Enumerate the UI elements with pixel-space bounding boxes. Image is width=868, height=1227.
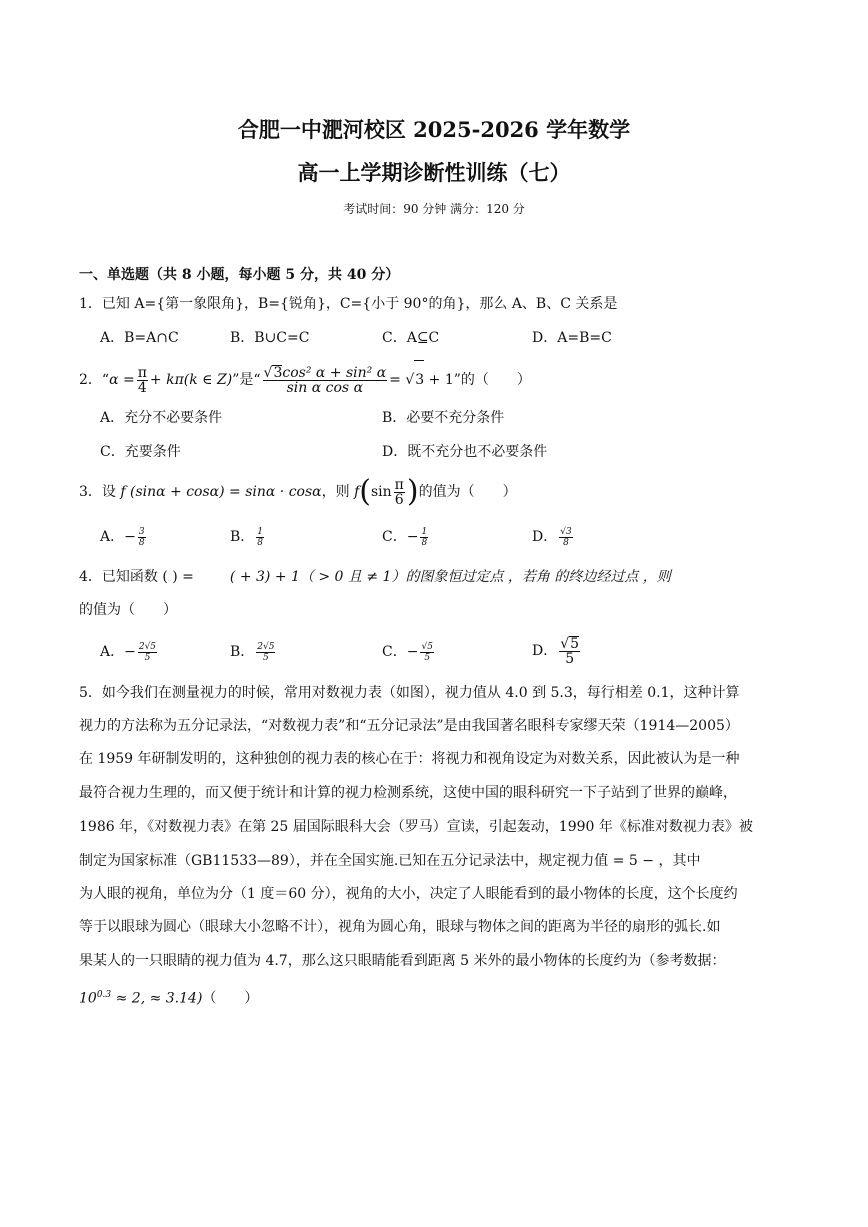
q3-option-b-label: B． bbox=[230, 529, 255, 545]
q4-option-c-frac bbox=[420, 642, 433, 663]
q1-option-a: A．B=A∩C bbox=[100, 330, 179, 346]
q4-option-d-sqrt: 5 bbox=[570, 636, 580, 652]
q2-main-fraction bbox=[263, 365, 388, 395]
q2-option-b: B．必要不充分条件 bbox=[382, 410, 505, 426]
q5-line-9: 果某人的一只眼睛的视力值为 4.7，那么这只眼睛能看到距离 5 米外的最小物体的长度约为（参考数据： bbox=[79, 953, 726, 969]
q2-prefix: 2．“ bbox=[79, 372, 110, 388]
q5-line-3: 在 1959 年研制发明的，这种独创的视力表的核心在于：将视力和视角设定为对数关系，因此被认为是一种 bbox=[79, 751, 740, 767]
q1-option-b: B．B∪C=C bbox=[230, 330, 310, 346]
q5-line-1: 5．如今我们在测量视力的时候，常用对数视力表（如图），视力值从 4.0 到 5.3，每行相差 0.1，这种计算 bbox=[79, 685, 740, 701]
q1-stem: 1．已知 A={第一象限角}，B={锐角}，C={小于 90°的角}，那么 A、B、C 关系是 bbox=[79, 296, 618, 312]
q1-option-d: D．A=B=C bbox=[532, 330, 612, 346]
q5-line-5: 1986 年，《对数视力表》在第 25 届国际眼科大会（罗马）宣读，引起轰动，1990 年《标准对数视力表》被 bbox=[79, 819, 753, 835]
q3-option-a-den: 8 bbox=[138, 537, 145, 548]
q2-rhs-sqrt: 3 bbox=[414, 360, 424, 399]
q1-option-c: C．A⊆C bbox=[382, 330, 440, 346]
title-line-2: 高一上学期诊断性训练（七） bbox=[297, 160, 571, 185]
q2-stem: 2．“α = $\frac{\pi}{4}$ + kπ(k ∈ Z)”是“ $\frac{\text{√3cos² α + sin² α}}{\text{sin α cos α}}$ = √3 + 1”的（ ） bbox=[79, 360, 531, 398]
q5-reference-data bbox=[79, 986, 258, 1008]
q5-ref-rest: ≈ 2, ≈ 3.14) bbox=[111, 990, 203, 1007]
q3-option-b-frac bbox=[256, 527, 264, 548]
q5-ref-paren: （ ） bbox=[202, 990, 259, 1007]
q3-option-c bbox=[382, 524, 430, 550]
q2-pi-over-4 bbox=[137, 366, 148, 395]
q2-denominator: sin α cos α bbox=[286, 380, 364, 396]
q5-line-6: 制定为国家标准（GB11533—89），并在全国实施.已知在五分记录法中，规定视力值 = 5 − ，其中 bbox=[79, 853, 701, 869]
q4-line-1 bbox=[79, 568, 671, 586]
q3-option-d-frac bbox=[559, 527, 572, 548]
q5-ref-exp: 0.3 bbox=[96, 990, 112, 1000]
q2-rhs-rest: + 1 bbox=[424, 372, 454, 388]
q2-numerator: √3cos² α + sin² α bbox=[263, 365, 387, 381]
q4-option-c-label: C．− bbox=[382, 644, 419, 660]
q5-line-4: 最符合视力生理的，而又便于统计和计算的视力检测系统，这使中国的眼科研究一下子站到了世界的巅峰， bbox=[79, 785, 737, 801]
q3-option-d-den: 8 bbox=[563, 537, 569, 548]
q4-option-b-num: 2√5 bbox=[257, 641, 275, 652]
q3-option-c-label: C．− bbox=[382, 529, 419, 545]
q4-option-b-den: 5 bbox=[263, 652, 269, 663]
q3-left-paren: ( bbox=[359, 474, 371, 509]
q3-func: f (sinα + cosα) = sinα · cosα bbox=[120, 484, 322, 500]
q3-option-d-num: √3 bbox=[560, 526, 572, 537]
q4-option-b-label: B． bbox=[230, 644, 255, 660]
q3-six: 6 bbox=[394, 491, 404, 508]
q3-option-a bbox=[100, 524, 148, 550]
q5-ref-base: 10 bbox=[79, 990, 97, 1007]
q4-option-d-label: D． bbox=[532, 643, 558, 659]
q3-option-b bbox=[230, 524, 266, 550]
q5-line-8: 等于以眼球为圆心（眼球大小忽略不计），视角为圆心角，眼球与物体之间的距离为半径的扇形的弧长.如 bbox=[79, 919, 721, 935]
q2-shi: ”是“ bbox=[232, 372, 261, 388]
q2-option-a: A．充分不必要条件 bbox=[100, 410, 223, 426]
q4-option-d bbox=[532, 634, 582, 668]
q4-option-a-den: 5 bbox=[144, 652, 151, 663]
q5-line-7: 为人眼的视角，单位为分（1 度＝60 分），视角的大小，决定了人眼能看到的最小物体的长度，这个长度约 bbox=[79, 886, 738, 902]
q3-suffix: 的值为（ ） bbox=[418, 484, 517, 500]
q4-option-a bbox=[100, 638, 159, 666]
q3-pi-over-6 bbox=[394, 478, 405, 507]
q2-sqrt3: 3 bbox=[273, 365, 283, 381]
q3-then: ，则 bbox=[321, 484, 355, 500]
q3-option-b-den: 8 bbox=[257, 537, 264, 548]
title-line-1: 合肥一中淝河校区 2025-2026 学年数学 bbox=[237, 117, 631, 142]
q4-line-2: 的值为（ ） bbox=[79, 602, 177, 618]
q3-option-d-label: D． bbox=[532, 529, 558, 545]
q4-option-b-frac bbox=[256, 642, 275, 663]
q3-option-c-num: 1 bbox=[421, 526, 428, 537]
q4-option-c bbox=[382, 638, 436, 666]
q2-alpha-eq: α = bbox=[109, 372, 135, 388]
q3-option-a-num: 3 bbox=[138, 526, 145, 537]
q4-option-a-label: A．− bbox=[100, 644, 136, 660]
q2-four: 4 bbox=[137, 379, 147, 396]
q2-option-d: D．既不充分也不必要条件 bbox=[382, 444, 548, 460]
q3-option-a-frac bbox=[138, 527, 146, 548]
q3-option-a-label: A．− bbox=[100, 529, 136, 545]
q3-option-c-frac bbox=[420, 527, 428, 548]
q2-suffix: ”的（ ） bbox=[453, 372, 531, 388]
q4-option-a-frac bbox=[138, 642, 157, 663]
q3-option-b-num: 1 bbox=[257, 526, 264, 537]
q4-option-d-den: 5 bbox=[565, 651, 575, 667]
q2-k-part: + kπ(k ∈ Z) bbox=[149, 372, 233, 388]
q4-option-a-num: 2√5 bbox=[138, 641, 157, 652]
q2-rhs: = bbox=[389, 372, 406, 388]
q3-option-c-den: 8 bbox=[421, 537, 428, 548]
q3-option-d bbox=[532, 524, 575, 550]
q3-prefix: 3．设 bbox=[79, 484, 121, 500]
q3-sin: sin bbox=[370, 484, 392, 500]
q3-f: f bbox=[354, 484, 360, 500]
q2-pi: π bbox=[137, 364, 147, 381]
q4-line-1a: 4．已知函数 ( ) = bbox=[79, 569, 194, 585]
q4-option-c-den: 5 bbox=[424, 652, 431, 663]
q4-option-c-num: √5 bbox=[421, 641, 433, 652]
q4-option-b bbox=[230, 638, 277, 666]
q3-right-paren: ) bbox=[406, 474, 419, 509]
q4-line-1b: ( + 3) + 1（ > 0 且 ≠ 1）的图象恒过定点 ，若角 的终边经过点 ，则 bbox=[229, 569, 671, 585]
q4-option-d-num: √5 bbox=[560, 636, 580, 652]
q5-line-2: 视力的方法称为五分记录法，“对数视力表”和“五分记录法”是由我国著名眼科专家缪天荣（1914—2005） bbox=[79, 718, 739, 734]
section-heading: 一、单选题（共 8 小题，每小题 5 分，共 40 分） bbox=[79, 267, 400, 283]
exam-info: 考试时间：90 分钟 满分：120 分 bbox=[343, 202, 525, 216]
q2-num-rest: cos² α + sin² α bbox=[282, 365, 387, 381]
q3-pi: π bbox=[394, 476, 404, 493]
q3-stem bbox=[79, 474, 517, 510]
q4-option-d-frac bbox=[559, 636, 580, 666]
q2-option-c: C．充要条件 bbox=[100, 444, 181, 460]
